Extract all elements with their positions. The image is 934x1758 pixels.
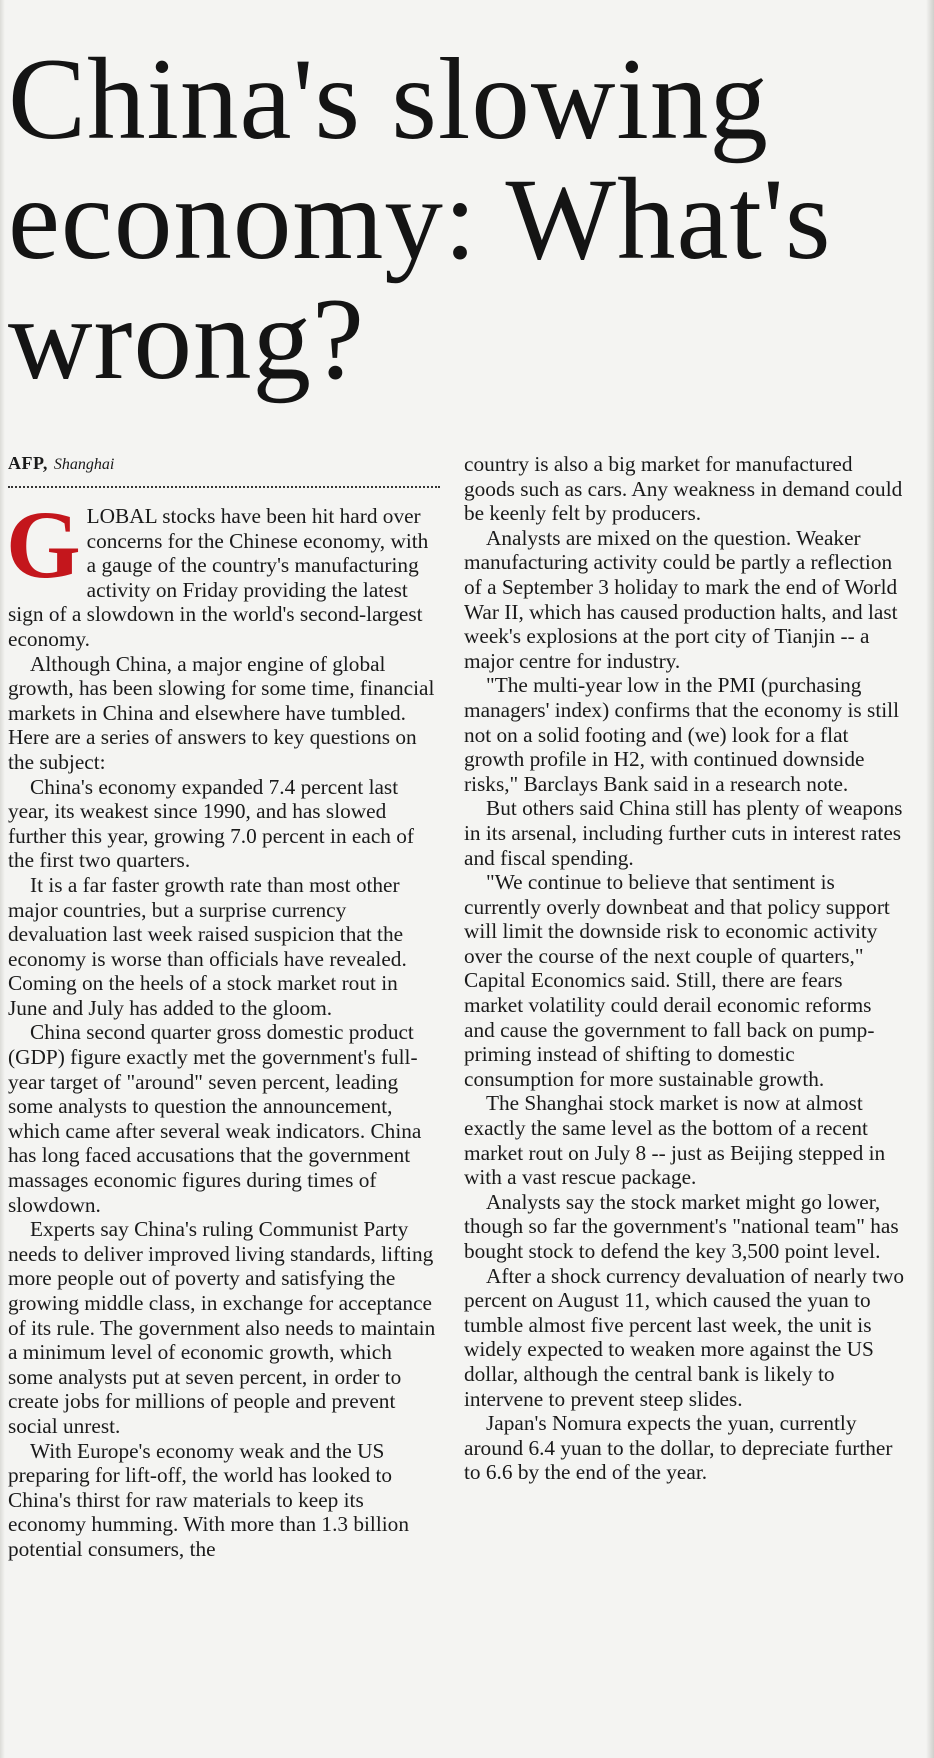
body-paragraph: Although China, a major engine of global growth, has been slowing for some time, financial markets in China and elsewhere have tumbled. Here are a series of answers to key questions on the subject:: [8, 651, 435, 774]
body-paragraph: But others said China still has plenty of weapons in its arsenal, including further cuts in interest rates and fiscal spending.: [464, 796, 903, 870]
page-edge-right: [926, 0, 934, 1758]
body-paragraph: It is a far faster growth rate than most other major countries, but a surprise currency devaluation last week raised suspicion that the economy is worse than officials have revealed. Coming on the heels of a stock market rout in June and July has added to the gloom.: [8, 872, 407, 1020]
drop-cap: G: [6, 491, 81, 598]
lead-caps: LOBAL: [86, 504, 157, 528]
continued-paragraph: country is also a big market for manufactured goods such as cars. Any weakness in demand could be keenly felt by producers.: [464, 452, 903, 526]
page-edge-left: [0, 0, 5, 1758]
body-paragraph: Analysts say the stock market might go lower, though so far the government's "national team" has bought stock to defend the key 3,500 point level.: [464, 1189, 899, 1263]
article-column-left: [8, 452, 440, 1562]
byline: [8, 452, 440, 488]
byline-agency: AFP,: [8, 453, 48, 473]
body-paragraph: China's economy expanded 7.4 percent last year, its weakest since 1990, and has slowed further this year, growing 7.0 percent in each of the first two quarters.: [8, 774, 415, 873]
body-paragraph: "The multi-year low in the PMI (purchasing managers' index) confirms that the economy is still not on a solid footing and (we) look for a flat growth profile in H2, with continued downside risks," Barclays Bank said in a research note.: [464, 673, 899, 796]
lead-text: stocks have been hit hard over concerns for the Chinese economy, with a gauge of the country's manufacturing activity on Friday providing the latest sign of a slowdown in the world's second-largest economy.: [8, 504, 429, 651]
body-paragraph: Analysts are mixed on the question. Weaker manufacturing activity could be partly a reflection of a September 3 holiday to mark the end of World War II, which has caused production halts, and last week's explosions at the port city of Tianjin -- a major centre for industry.: [464, 525, 898, 673]
body-paragraph: With Europe's economy weak and the US preparing for lift-off, the world has looked to China's thirst for raw materials to keep its economy humming. With more than 1.3 billion potential consumers, the: [8, 1438, 409, 1561]
lead-paragraph: [6, 491, 440, 652]
headline: China's slowing economy: What's wrong?: [8, 35, 832, 404]
body-paragraph: The Shanghai stock market is now at almost exactly the same level as the bottom of a recent market rout on July 8 -- just as Beijing stepped in with a vast rescue package.: [464, 1091, 886, 1190]
article-column-right: [464, 452, 906, 1485]
body-paragraph: Japan's Nomura expects the yuan, currently around 6.4 yuan to the dollar, to depreciate further to 6.6 by the end of the year.: [464, 1411, 893, 1485]
body-paragraph: Experts say China's ruling Communist Party needs to deliver improved living standards, lifting more people out of poverty and satisfying the growing middle class, in exchange for acceptance of its rule. The government also needs to maintain a minimum level of economic growth, which some analysts put at seven percent, in order to create jobs for millions of people and prevent social unrest.: [8, 1217, 436, 1438]
body-paragraph: After a shock currency devaluation of nearly two percent on August 11, which caused the yuan to tumble almost five percent last week, the unit is widely expected to weaken more against the US dollar, although the central bank is likely to intervene to prevent steep slides.: [464, 1263, 905, 1411]
byline-place: Shanghai: [53, 456, 115, 473]
body-paragraph: China second quarter gross domestic product (GDP) figure exactly met the government's full-year target of "around" seven percent, leading some analysts to question the announcement, which came after several weak indicators. China has long faced accusations that the government massages economic figures during times of slowdown.: [8, 1020, 422, 1217]
body-paragraph: "We continue to believe that sentiment is currently overly downbeat and that policy support will limit the downside risk to economic activity over the course of the next couple of quarters," Capital Economics said. Still, there are fears market volatility could derail economic reforms and cause the government to fall back on pump-priming instead of shifting to domestic consumption for more sustainable growth.: [464, 870, 890, 1091]
